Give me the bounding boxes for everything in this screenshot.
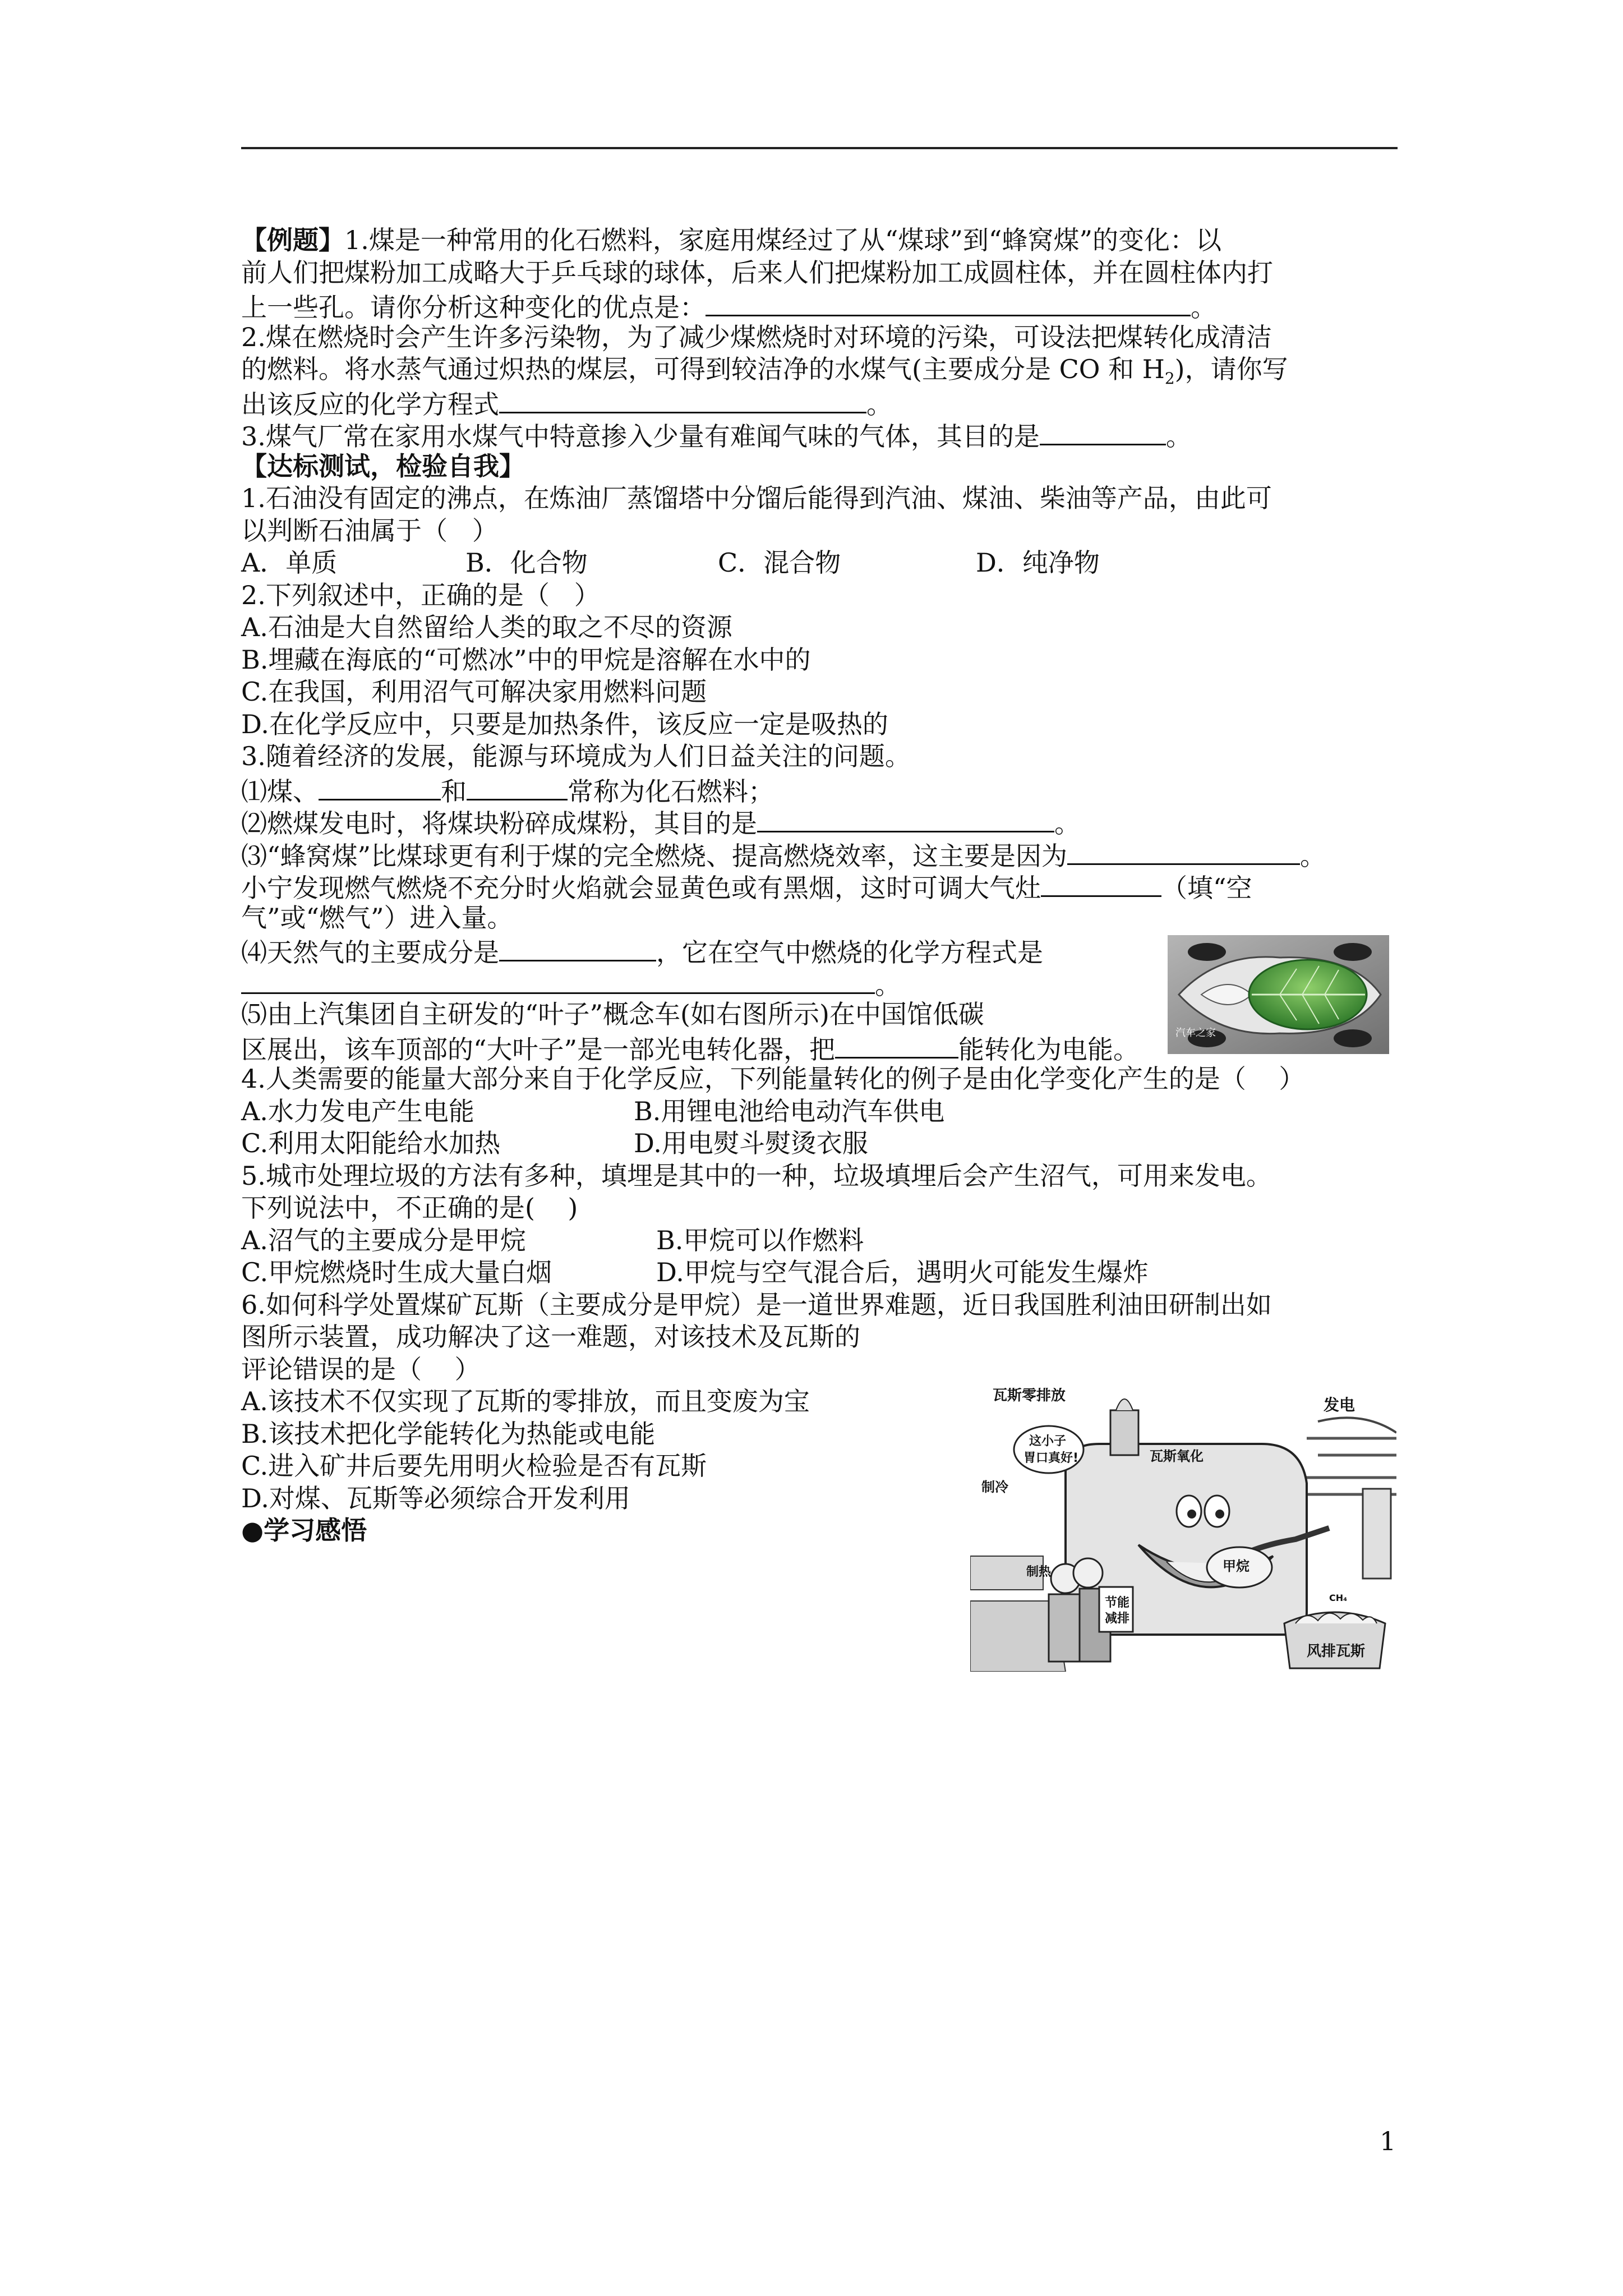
test-q6-option-d: D.对煤、瓦斯等必须综合开发利用 — [241, 1483, 630, 1513]
header-rule — [241, 147, 1398, 149]
example-q2-line2: 的燃料。将水蒸气通过炽热的煤层，可得到较洁净的水煤气(主要成分是 CO 和 $H_2$)，请你写 — [241, 354, 1288, 388]
label-zero-emission: 瓦斯零排放 — [993, 1388, 1066, 1404]
test-q3-part2: ⑵燃煤发电时，将煤块粉碎成煤粉，其目的是 。 — [241, 805, 1447, 838]
test-q3-part3-cont: 小宁发现燃气燃烧不充分时火焰就会显黄色或有黑烟，这时可调大气灶 （填“空 — [241, 869, 1447, 902]
example-q3: 3.煤气厂常在家用水煤气中特意掺入少量有难闻气味的气体，其目的是 。 — [241, 418, 1447, 450]
answer-blank[interactable] — [499, 386, 866, 413]
answer-blank[interactable] — [241, 967, 875, 994]
test-q5-line2: 下列说法中，不正确的是( ) — [241, 1193, 578, 1223]
test-q2-option-c: C.在我国，利用沼气可解决家用燃料问题 — [241, 677, 707, 707]
answer-blank[interactable] — [499, 934, 656, 961]
test-q3-part3-end: 气”或“燃气”）进入量。 — [241, 902, 513, 933]
answer-blank[interactable] — [706, 289, 1191, 316]
test-q5-options-ab: A.沼气的主要成分是甲烷 B.甲烷可以作燃料 — [241, 1225, 864, 1255]
test-heading: 【达标测试，检验自我】 — [241, 450, 525, 481]
example-q1-line1: 【例题】1.煤是一种常用的化石燃料，家庭用煤经过了从“煤球”到“蜂窝煤”的变化：以 — [241, 225, 1221, 255]
option-d: D．纯净物 — [976, 547, 1100, 578]
test-q5-options-cd: C.甲烷燃烧时生成大量白烟 D.甲烷与空气混合后，遇明火可能发生爆炸 — [241, 1257, 1149, 1287]
label-exhaust: 风排瓦斯 — [1307, 1643, 1366, 1660]
test-q3-stem: 3.随着经济的发展，能源与环境成为人们日益关注的问题。 — [241, 741, 911, 771]
option-c: C．混合物 — [718, 547, 841, 578]
label-oxidation: 瓦斯氧化 — [1150, 1448, 1204, 1464]
answer-blank[interactable] — [319, 773, 441, 800]
mine-gas-cartoon — [970, 1388, 1396, 1672]
test-q4-options-cd: C.利用太阳能给水加热 D.用电熨斗熨烫衣服 — [241, 1128, 868, 1158]
test-q5-line1: 5.城市处理垃圾的方法有多种，填埋是其中的一种，垃圾填埋后会产生沼气，可用来发电。 — [241, 1160, 1272, 1191]
label-ch4: CH₄ — [1329, 1593, 1348, 1603]
example-heading: 【例题】 — [241, 225, 344, 255]
test-q6-option-b: B.该技术把化学能转化为热能或电能 — [241, 1418, 656, 1449]
example-q1-line2: 前人们把煤粉加工成略大于乒乓球的球体，后来人们把煤粉加工成圆柱体，并在圆柱体内打 — [241, 257, 1273, 288]
answer-blank[interactable] — [1067, 838, 1300, 865]
label-kid-line1: 这小子 — [1029, 1434, 1067, 1448]
label-cooling: 制冷 — [981, 1479, 1008, 1495]
option-a: A．单质 — [241, 547, 338, 578]
test-q4-options-ab: A.水力发电产生电能 B.用锂电池给电动汽车供电 — [241, 1096, 945, 1126]
test-q4-stem: 4.人类需要的能量大部分来自于化学反应，下列能量转化的例子是由化学变化产生的是（ ） — [241, 1064, 1305, 1094]
test-q6-option-a: A.该技术不仅实现了瓦斯的零排放，而且变废为宝 — [241, 1386, 810, 1416]
example-q1-line3: 上一些孔。请你分析这种变化的优点是： 。 — [241, 289, 1447, 321]
test-q3-part4: ⑷天然气的主要成分是 ，它在空气中燃烧的化学方程式是 — [241, 934, 1447, 967]
test-q6-line3: 评论错误的是（ ） — [241, 1354, 481, 1384]
test-q3-part1: ⑴煤、 和 常称为化石燃料； — [241, 773, 1447, 806]
example-q2-line1: 2.煤在燃烧时会产生许多污染物，为了减少煤燃烧时对环境的污染，可设法把煤转化成清洁 — [241, 321, 1272, 352]
test-q3-part3: ⑶“蜂窝煤”比煤球更有利于煤的完全燃烧、提高燃烧效率，这主要是因为 。 — [241, 838, 1447, 870]
answer-blank[interactable] — [1041, 869, 1161, 897]
label-heating: 制热 — [1026, 1565, 1052, 1579]
answer-blank[interactable] — [1040, 418, 1166, 445]
test-q6-line2: 图所示装置，成功解决了这一难题，对该技术及瓦斯的 — [241, 1322, 860, 1352]
example-q2-line3: 出该反应的化学方程式 。 — [241, 386, 1447, 418]
test-q1-options — [241, 547, 1447, 579]
label-methane: 甲烷 — [1223, 1558, 1249, 1574]
label-power: 发电 — [1324, 1396, 1355, 1414]
option-b: B．化合物 — [465, 547, 588, 578]
reflection-heading: ●学习感悟 — [241, 1515, 367, 1545]
label-saving-line1: 节能 — [1105, 1596, 1130, 1610]
test-q3-part4-blank: 。 — [241, 967, 1447, 999]
label-kid-line2: 胃口真好! — [1023, 1451, 1079, 1465]
test-q1-line2: 以判断石油属于（ ） — [241, 515, 498, 546]
test-q2-option-b: B.埋藏在海底的“可燃冰”中的甲烷是溶解在水中的 — [241, 644, 811, 675]
car-watermark: 汽车之家 — [1175, 1027, 1216, 1039]
answer-blank[interactable] — [757, 805, 1054, 832]
answer-blank[interactable] — [835, 1031, 958, 1059]
test-q1-line1: 1.石油没有固定的沸点，在炼油厂蒸馏塔中分馏后能得到汽油、煤油、柴油等产品，由此可 — [241, 483, 1272, 513]
test-q6-option-c: C.进入矿井后要先用明火检验是否有瓦斯 — [241, 1451, 707, 1481]
test-q2-option-a: A.石油是大自然留给人类的取之不尽的资源 — [241, 612, 732, 642]
page-number: 1 — [1380, 2126, 1396, 2156]
test-q3-part5-cont: 区展出，该车顶部的“大叶子”是一部光电转化器，把 能转化为电能。 — [241, 1031, 1447, 1064]
test-q3-part5: ⑸由上汽集团自主研发的“叶子”概念车(如右图所示)在中国馆低碳 — [241, 999, 984, 1029]
test-q2-option-d: D.在化学反应中，只要是加热条件，该反应一定是吸热的 — [241, 708, 888, 739]
leaf-car-image — [1168, 935, 1389, 1054]
test-q6-line1: 6.如何科学处置煤矿瓦斯（主要成分是甲烷）是一道世界难题，近日我国胜利油田研制出如 — [241, 1289, 1272, 1320]
answer-blank[interactable] — [467, 773, 568, 800]
label-saving-line2: 减排 — [1105, 1612, 1130, 1626]
test-q2-stem: 2.下列叙述中，正确的是（ ） — [241, 579, 600, 610]
worksheet-body — [241, 224, 1447, 1547]
